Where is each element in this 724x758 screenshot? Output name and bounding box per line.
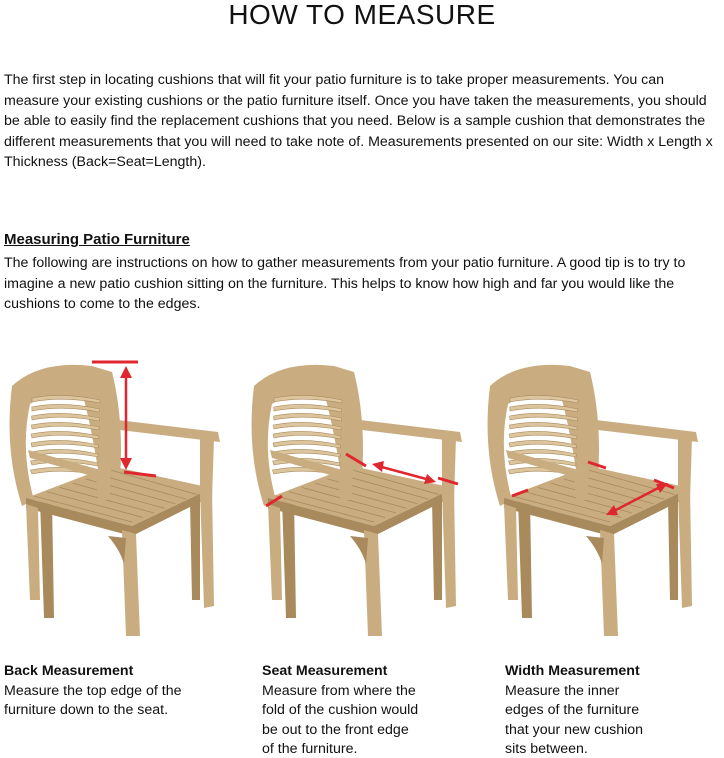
back-measurement-caption — [4, 662, 181, 721]
section-heading: Measuring Patio Furniture — [4, 231, 190, 248]
caption-title: Seat Measurement — [262, 663, 388, 679]
caption-line: furniture down to the seat. — [4, 702, 169, 718]
caption-line: Measure from where the — [262, 682, 416, 699]
page-title: HOW TO MEASURE — [228, 0, 496, 30]
chair-width-measurement-image — [478, 350, 718, 640]
caption-title: Back Measurement — [4, 663, 134, 679]
caption-line: that your new cushion — [505, 721, 644, 738]
caption-title: Width Measurement — [505, 663, 640, 679]
caption-line: fold of the cushion would — [262, 702, 419, 718]
caption-line: edges of the furniture — [505, 702, 640, 718]
caption-line: of the furniture. — [262, 741, 358, 757]
caption-line: Measure the top edge of the — [4, 682, 182, 699]
chair-illustration — [0, 350, 240, 640]
chair-seat-measurement-image — [242, 350, 482, 640]
caption-line: Measure the inner — [505, 682, 620, 699]
caption-line: sits between. — [505, 741, 588, 757]
seat-measurement-caption — [262, 662, 418, 758]
chair-back-measurement-image — [0, 350, 240, 640]
caption-line: be out to the front edge — [262, 721, 409, 738]
intro-paragraph: The first step in locating cushions that will fit your patio furniture is to take proper measurements. You can measure your existing cushions or the patio furniture itself. Once you have taken the measurements, you should be able to easily find the replacement cushions that you need. Below is a sample cushion that demonstrates the different measurements that you will need to take note of. Measurements presented on our site: Width x Length x Thickness (Back=Seat=Length). — [4, 72, 713, 170]
chair-illustration — [242, 350, 482, 640]
chair-illustration — [478, 350, 718, 640]
section-paragraph: The following are instructions on how to gather measurements from your patio furniture. A good tip is to try to imagine a new patio cushion sitting on the furniture. This helps to know how high and far you would like the cushions to come to the edges. — [4, 255, 686, 312]
width-measurement-caption — [505, 662, 643, 758]
